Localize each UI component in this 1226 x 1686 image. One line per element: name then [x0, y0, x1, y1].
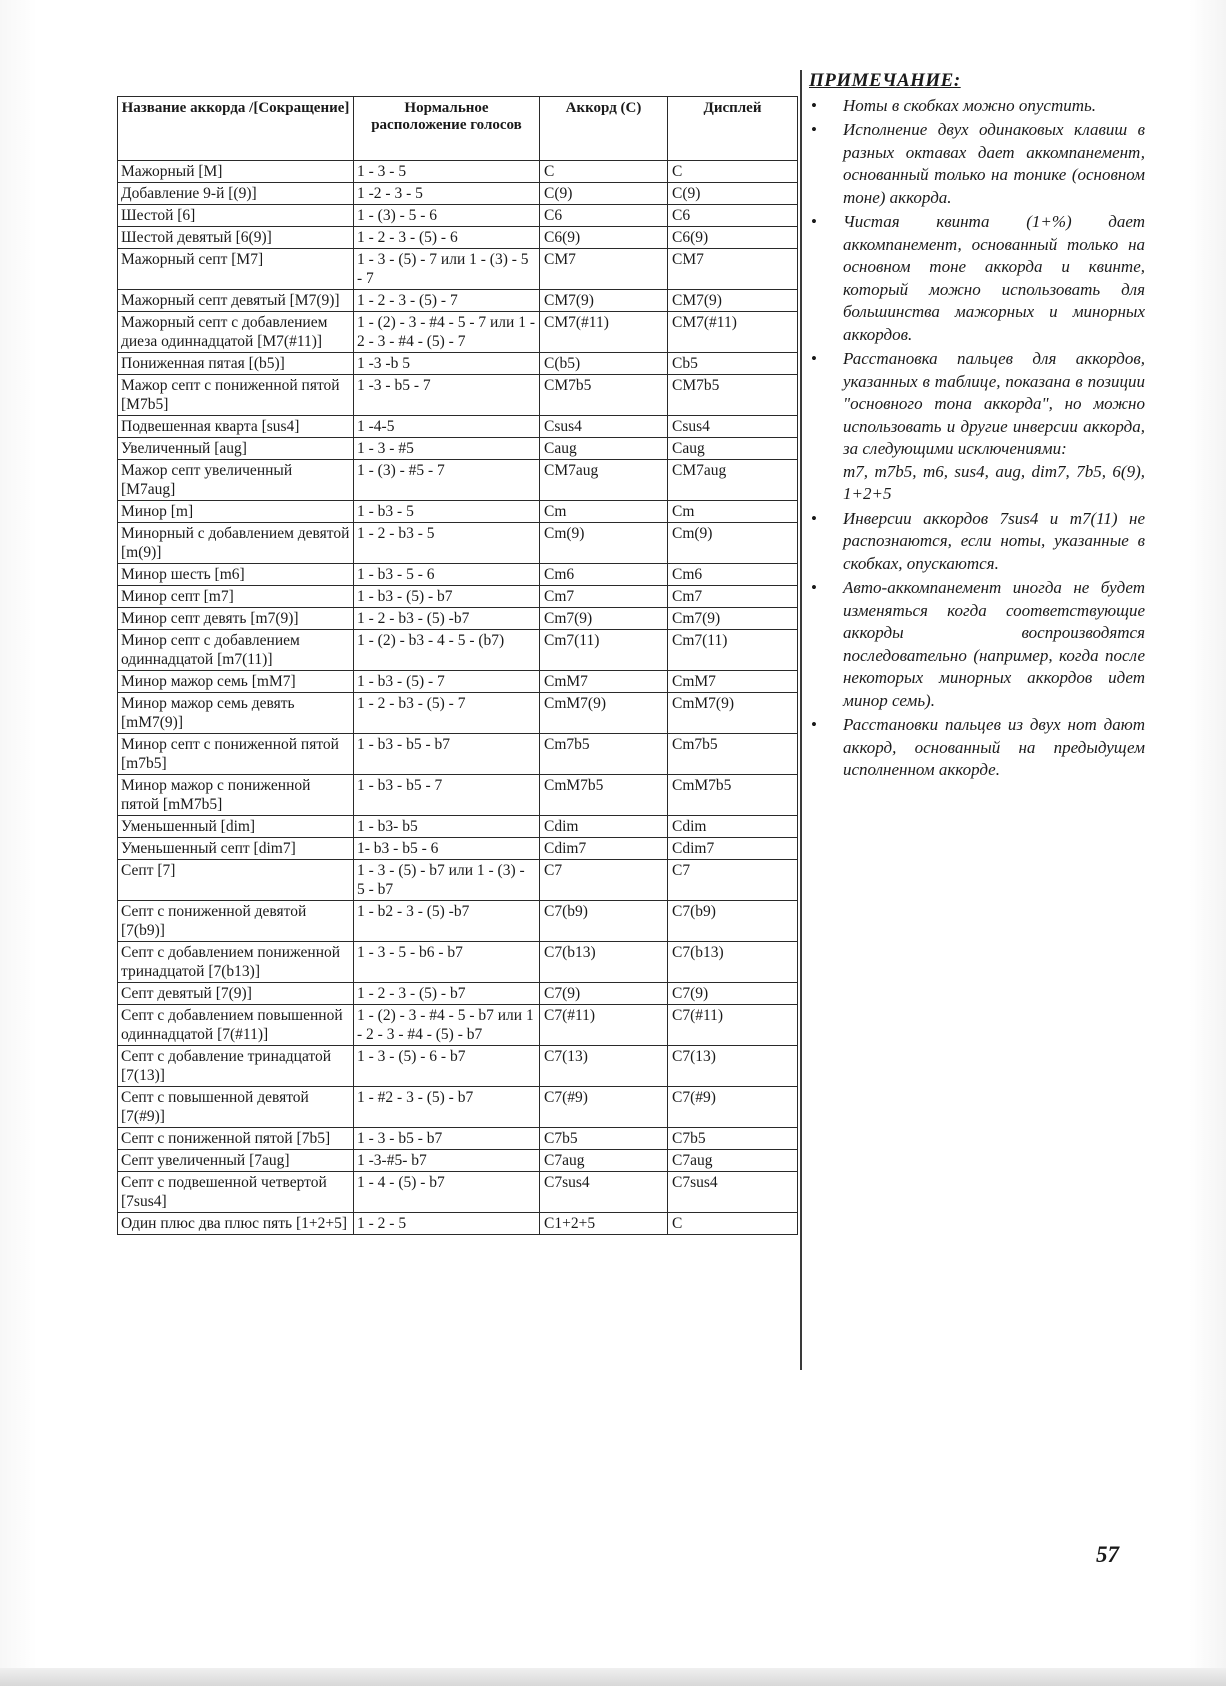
chord-name-cell: Септ с добавление тринадцатой [7(13)] — [118, 1046, 354, 1087]
chord-c-cell: Cm7 — [540, 586, 668, 608]
display-cell: CmM7b5 — [668, 775, 798, 816]
chord-c-cell: Cdim7 — [540, 838, 668, 860]
voicing-cell: 1 - 3 - #5 — [354, 438, 540, 460]
table-row — [118, 860, 798, 901]
voicing-cell: 1 - b3- b5 — [354, 816, 540, 838]
voicing-cell: 1 - 3 - (5) - 6 - b7 — [354, 1046, 540, 1087]
chord-c-cell: C7(13) — [540, 1046, 668, 1087]
display-cell: C6 — [668, 205, 798, 227]
table-row — [118, 1087, 798, 1128]
voicing-cell: 1 - b3 - b5 - 7 — [354, 775, 540, 816]
table-row — [118, 1172, 798, 1213]
voicing-cell: 1 - (3) - #5 - 7 — [354, 460, 540, 501]
table-row — [118, 608, 798, 630]
chord-c-cell: CM7aug — [540, 460, 668, 501]
chord-name-cell: Септ девятый [7(9)] — [118, 983, 354, 1005]
display-cell: Cm — [668, 501, 798, 523]
voicing-cell: 1 - 2 - 5 — [354, 1213, 540, 1235]
display-cell: C7(b13) — [668, 942, 798, 983]
voicing-cell: 1 - (2) - 3 - #4 - 5 - b7 или 1 - 2 - 3 - #4 - (5) - b7 — [354, 1005, 540, 1046]
notes-heading: ПРИМЕЧАНИЕ: — [809, 70, 961, 91]
display-cell: Cm(9) — [668, 523, 798, 564]
table-row — [118, 586, 798, 608]
voicing-cell: 1 - (2) - 3 - #4 - 5 - 7 или 1 - 2 - 3 - #4 - (5) - 7 — [354, 312, 540, 353]
chord-name-cell: Септ увеличенный [7aug] — [118, 1150, 354, 1172]
chord-table-body — [118, 161, 798, 1235]
voicing-cell: 1 - 3 - b5 - b7 — [354, 1128, 540, 1150]
display-cell: C7(13) — [668, 1046, 798, 1087]
chord-c-cell: Cm7(9) — [540, 608, 668, 630]
chord-name-cell: Минор [m] — [118, 501, 354, 523]
chord-c-cell: C7(b9) — [540, 901, 668, 942]
table-row — [118, 775, 798, 816]
display-cell: C7sus4 — [668, 1172, 798, 1213]
chord-c-cell: C1+2+5 — [540, 1213, 668, 1235]
chord-c-cell: Cdim — [540, 816, 668, 838]
table-row — [118, 1046, 798, 1087]
table-row — [118, 901, 798, 942]
chord-c-cell: C6(9) — [540, 227, 668, 249]
voicing-cell: 1 - b3 - b5 - b7 — [354, 734, 540, 775]
voicing-cell: 1 - b3 - 5 - 6 — [354, 564, 540, 586]
voicing-cell: 1 - b3 - (5) - b7 — [354, 586, 540, 608]
chord-c-cell: CM7 — [540, 249, 668, 290]
voicing-cell: 1 - 2 - 3 - (5) - 7 — [354, 290, 540, 312]
header-chord-c: Аккорд (С) — [540, 97, 668, 161]
chord-name-cell: Один плюс два плюс пять [1+2+5] — [118, 1213, 354, 1235]
table-row — [118, 838, 798, 860]
display-cell: C — [668, 1213, 798, 1235]
note-item: • Расстановка пальцев для аккордов, указанных в таблице, показана в позиции "основного тона аккорда", но можно использовать и другие инверсии аккорда, за следующими исключениями: m7, m7b5, m6, sus4, aug, dim7, 7b5, 6(9), 1+2+5 — [815, 348, 1145, 506]
scan-edge — [0, 1668, 1226, 1686]
display-cell: C7aug — [668, 1150, 798, 1172]
display-cell: C7(b9) — [668, 901, 798, 942]
header-display: Дисплей — [668, 97, 798, 161]
display-cell: Cdim7 — [668, 838, 798, 860]
chord-c-cell: Csus4 — [540, 416, 668, 438]
voicing-cell: 1 - #2 - 3 - (5) - b7 — [354, 1087, 540, 1128]
voicing-cell: 1 -2 - 3 - 5 — [354, 183, 540, 205]
chord-name-cell: Уменьшенный септ [dim7] — [118, 838, 354, 860]
chord-c-cell: CM7b5 — [540, 375, 668, 416]
note-item: • Исполнение двух одинаковых клавиш в разных октавах дает аккомпанемент, основанный только на тонике (основном тоне) аккорда. — [815, 119, 1145, 209]
display-cell: Csus4 — [668, 416, 798, 438]
voicing-cell: 1 -3 - b5 - 7 — [354, 375, 540, 416]
display-cell: Cm6 — [668, 564, 798, 586]
voicing-cell: 1 - 2 - 3 - (5) - 6 — [354, 227, 540, 249]
chord-name-cell: Мажорный септ [М7] — [118, 249, 354, 290]
display-cell: Cm7(9) — [668, 608, 798, 630]
voicing-cell: 1 - 4 - (5) - b7 — [354, 1172, 540, 1213]
note-item: • Расстановки пальцев из двух нот дают аккорд, основанный на предыдущем исполненном аккорде. — [815, 714, 1145, 782]
voicing-cell: 1 - 3 - 5 - b6 - b7 — [354, 942, 540, 983]
chord-name-cell: Минорный с добавлением девятой [m(9)] — [118, 523, 354, 564]
chord-name-cell: Септ с добавлением пониженной тринадцатой [7(b13)] — [118, 942, 354, 983]
table-row — [118, 227, 798, 249]
chord-c-cell: C7(#9) — [540, 1087, 668, 1128]
table-row — [118, 460, 798, 501]
display-cell: CmM7(9) — [668, 693, 798, 734]
table-row — [118, 983, 798, 1005]
display-cell: C7(9) — [668, 983, 798, 1005]
column-divider — [800, 70, 802, 1370]
chord-c-cell: Cm6 — [540, 564, 668, 586]
chord-name-cell: Мажорный септ с добавлением диеза одиннадцатой [M7(#11)] — [118, 312, 354, 353]
display-cell: Cdim — [668, 816, 798, 838]
table-row — [118, 375, 798, 416]
voicing-cell: 1 -4-5 — [354, 416, 540, 438]
voicing-cell: 1 - b3 - (5) - 7 — [354, 671, 540, 693]
chord-name-cell: Мажор септ с пониженной пятой [M7b5] — [118, 375, 354, 416]
header-voicing: Нормальное расположение голосов — [354, 97, 540, 161]
chord-c-cell: C — [540, 161, 668, 183]
chord-name-cell: Минор септ [m7] — [118, 586, 354, 608]
table-header-row — [118, 97, 798, 161]
table-row — [118, 183, 798, 205]
display-cell: Caug — [668, 438, 798, 460]
chord-name-cell: Септ с пониженной пятой [7b5] — [118, 1128, 354, 1150]
chord-c-cell: Cm(9) — [540, 523, 668, 564]
display-cell: CM7aug — [668, 460, 798, 501]
chord-name-cell: Септ с пониженной девятой [7(b9)] — [118, 901, 354, 942]
table-row — [118, 564, 798, 586]
voicing-cell: 1 - b3 - 5 — [354, 501, 540, 523]
chord-name-cell: Добавление 9-й [(9)] — [118, 183, 354, 205]
chord-name-cell: Септ [7] — [118, 860, 354, 901]
note-item: • Ноты в скобках можно опустить. — [815, 95, 1145, 118]
table-row — [118, 290, 798, 312]
chord-c-cell: C7(b13) — [540, 942, 668, 983]
chord-name-cell: Мажор септ увеличенный [M7aug] — [118, 460, 354, 501]
chord-c-cell: CmM7(9) — [540, 693, 668, 734]
display-cell: CM7(#11) — [668, 312, 798, 353]
voicing-cell: 1 - 2 - b3 - (5) -b7 — [354, 608, 540, 630]
display-cell: C7(#9) — [668, 1087, 798, 1128]
table-row — [118, 438, 798, 460]
display-cell: CM7b5 — [668, 375, 798, 416]
table-row — [118, 630, 798, 671]
chord-name-cell: Септ с повышенной девятой [7(#9)] — [118, 1087, 354, 1128]
display-cell: C7(#11) — [668, 1005, 798, 1046]
display-cell: C — [668, 161, 798, 183]
display-cell: Cm7b5 — [668, 734, 798, 775]
voicing-cell: 1 - 3 - (5) - b7 или 1 - (3) - 5 - b7 — [354, 860, 540, 901]
chord-c-cell: C7aug — [540, 1150, 668, 1172]
voicing-cell: 1 - b2 - 3 - (5) -b7 — [354, 901, 540, 942]
chord-c-cell: Cm — [540, 501, 668, 523]
table-row — [118, 734, 798, 775]
header-chord-name: Название аккорда /[Сокращение] — [118, 97, 354, 161]
table-row — [118, 1128, 798, 1150]
display-cell: CM7 — [668, 249, 798, 290]
display-cell: C6(9) — [668, 227, 798, 249]
table-row — [118, 501, 798, 523]
chord-name-cell: Увеличенный [aug] — [118, 438, 354, 460]
page-number: 57 — [1096, 1542, 1119, 1567]
notes-list — [815, 95, 1145, 782]
voicing-cell: 1- b3 - b5 - 6 — [354, 838, 540, 860]
display-cell: C(9) — [668, 183, 798, 205]
table-row — [118, 205, 798, 227]
chord-name-cell: Минор мажор семь девять [mM7(9)] — [118, 693, 354, 734]
chord-name-cell: Минор шесть [m6] — [118, 564, 354, 586]
table-row — [118, 353, 798, 375]
chord-c-cell: CmM7b5 — [540, 775, 668, 816]
table-row — [118, 693, 798, 734]
table-row — [118, 161, 798, 183]
chord-name-cell: Пониженная пятая [(b5)] — [118, 353, 354, 375]
chord-name-cell: Мажорный септ девятый [M7(9)] — [118, 290, 354, 312]
exceptions-list: m7, m7b5, m6, sus4, aug, dim7, 7b5, 6(9), 1+2+5 — [843, 461, 1145, 503]
voicing-cell: 1 - 2 - b3 - 5 — [354, 523, 540, 564]
chord-c-cell: CM7(9) — [540, 290, 668, 312]
notes-panel — [809, 70, 1145, 784]
note-item: • Авто-аккомпанемент иногда не будет изменяться когда соответствующие аккорды воспроизводятся последовательно (например, когда после некоторых минорных аккордов идет минор семь). — [815, 577, 1145, 712]
table-row — [118, 816, 798, 838]
chord-name-cell: Септ с подвешенной четвертой [7sus4] — [118, 1172, 354, 1213]
display-cell: Cm7(11) — [668, 630, 798, 671]
chord-c-cell: Cm7b5 — [540, 734, 668, 775]
chord-c-cell: C7 — [540, 860, 668, 901]
chord-name-cell: Мажорный [М] — [118, 161, 354, 183]
voicing-cell: 1 - 2 - b3 - (5) - 7 — [354, 693, 540, 734]
display-cell: C7 — [668, 860, 798, 901]
voicing-cell: 1 - (3) - 5 - 6 — [354, 205, 540, 227]
chord-name-cell: Уменьшенный [dim] — [118, 816, 354, 838]
table-row — [118, 1213, 798, 1235]
chord-name-cell: Шестой [6] — [118, 205, 354, 227]
chord-c-cell: C7sus4 — [540, 1172, 668, 1213]
table-row — [118, 671, 798, 693]
table-row — [118, 1150, 798, 1172]
voicing-cell: 1 - 3 - (5) - 7 или 1 - (3) - 5 - 7 — [354, 249, 540, 290]
display-cell: C7b5 — [668, 1128, 798, 1150]
chord-c-cell: CM7(#11) — [540, 312, 668, 353]
chord-name-cell: Шестой девятый [6(9)] — [118, 227, 354, 249]
chord-c-cell: C6 — [540, 205, 668, 227]
note-item: • Инверсии аккордов 7sus4 и m7(11) не распознаются, если ноты, указанные в скобках, опускаются. — [815, 508, 1145, 576]
note-item: • Чистая квинта (1+%) дает аккомпанемент, основанный только на основном тоне аккорда и квинте, который можно использовать для большинства мажорных и минорных аккордов. — [815, 211, 1145, 346]
chord-name-cell: Минор септ с пониженной пятой [m7b5] — [118, 734, 354, 775]
display-cell: CM7(9) — [668, 290, 798, 312]
chord-name-cell: Минор мажор семь [mM7] — [118, 671, 354, 693]
table-row — [118, 1005, 798, 1046]
voicing-cell: 1 - 2 - 3 - (5) - b7 — [354, 983, 540, 1005]
chord-name-cell: Минор септ с добавлением одиннадцатой [m7(11)] — [118, 630, 354, 671]
chord-name-cell: Минор мажор с пониженной пятой [mM7b5] — [118, 775, 354, 816]
chord-c-cell: C7b5 — [540, 1128, 668, 1150]
chord-c-cell: C7(#11) — [540, 1005, 668, 1046]
chord-c-cell: Cm7(11) — [540, 630, 668, 671]
voicing-cell: 1 -3-#5- b7 — [354, 1150, 540, 1172]
chord-name-cell: Септ с добавлением повышенной одиннадцатой [7(#11)] — [118, 1005, 354, 1046]
chord-c-cell: CmM7 — [540, 671, 668, 693]
voicing-cell: 1 - (2) - b3 - 4 - 5 - (b7) — [354, 630, 540, 671]
chord-table — [117, 96, 798, 1235]
display-cell: Cm7 — [668, 586, 798, 608]
chord-c-cell: C7(9) — [540, 983, 668, 1005]
display-cell: CmM7 — [668, 671, 798, 693]
chord-c-cell: C(9) — [540, 183, 668, 205]
table-row — [118, 416, 798, 438]
chord-name-cell: Минор септ девять [m7(9)] — [118, 608, 354, 630]
voicing-cell: 1 - 3 - 5 — [354, 161, 540, 183]
chord-name-cell: Подвешенная кварта [sus4] — [118, 416, 354, 438]
table-row — [118, 312, 798, 353]
table-row — [118, 523, 798, 564]
voicing-cell: 1 -3 -b 5 — [354, 353, 540, 375]
chord-c-cell: C(b5) — [540, 353, 668, 375]
chord-c-cell: Caug — [540, 438, 668, 460]
table-row — [118, 942, 798, 983]
display-cell: Cb5 — [668, 353, 798, 375]
table-row — [118, 249, 798, 290]
